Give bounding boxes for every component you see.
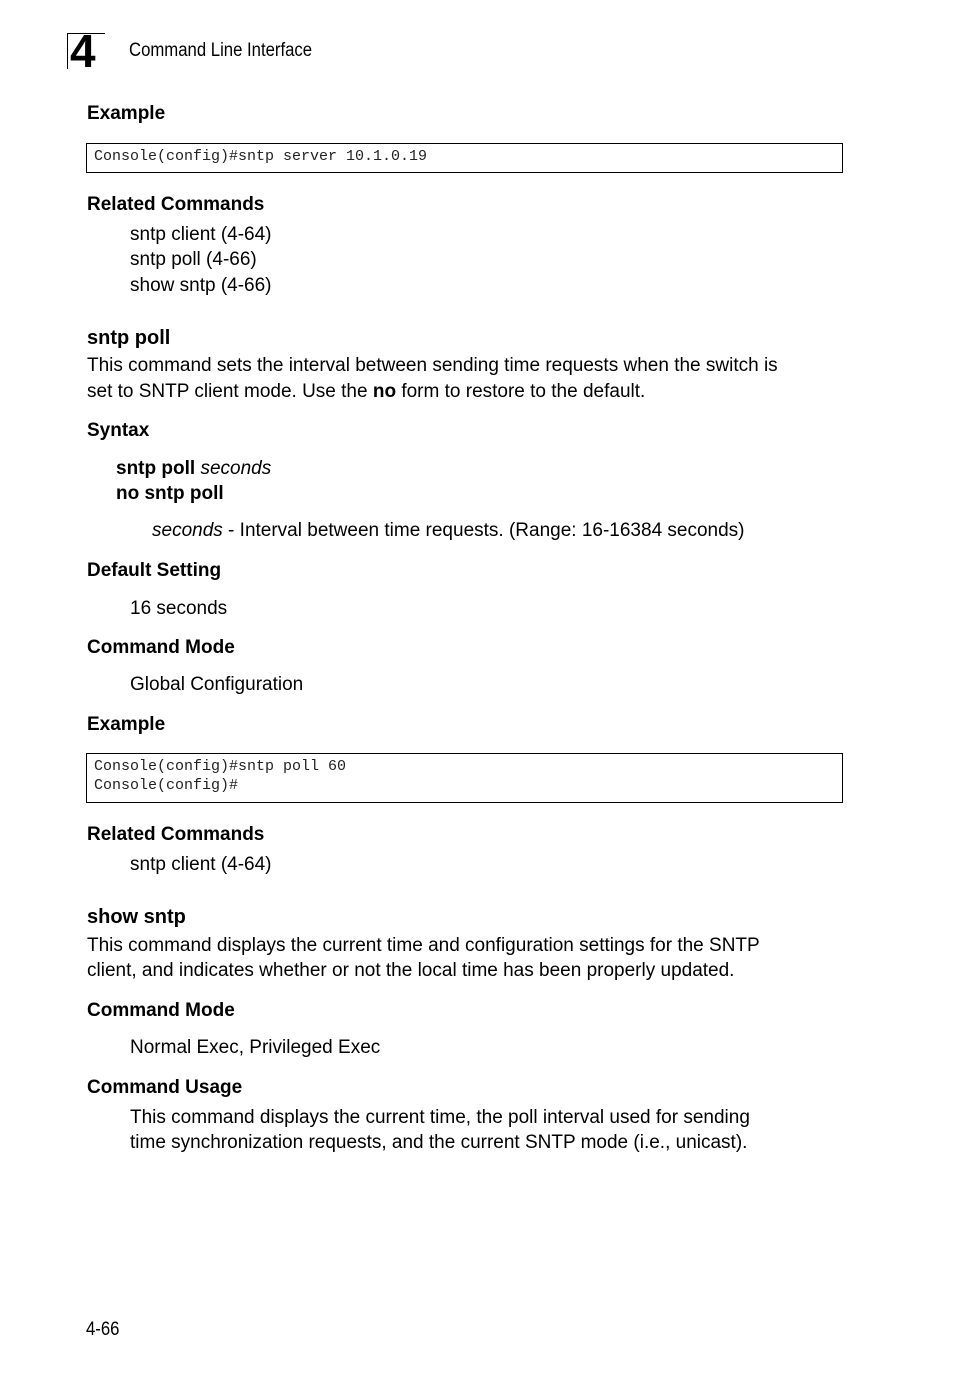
running-header-title: Command Line Interface bbox=[129, 40, 313, 61]
description-text: form to restore to the default. bbox=[396, 381, 646, 402]
example-heading-1: Example bbox=[87, 103, 166, 124]
command-mode-value-2: Normal Exec, Privileged Exec bbox=[130, 1037, 381, 1058]
example-code-box-1 bbox=[86, 143, 843, 173]
example-code-box-2 bbox=[86, 753, 843, 803]
command-usage-line: This command displays the current time, the poll interval used for sending bbox=[130, 1107, 750, 1128]
related-commands-heading-1: Related Commands bbox=[87, 194, 265, 215]
syntax-parameter: seconds bbox=[200, 458, 272, 479]
description-line bbox=[87, 379, 645, 404]
parameter-text: - Interval between time requests. (Range: 16-16384 seconds) bbox=[222, 520, 745, 541]
command-mode-heading-2: Command Mode bbox=[87, 1000, 235, 1021]
syntax-line bbox=[116, 481, 224, 506]
related-command-item: sntp client (4-64) bbox=[130, 224, 272, 245]
related-command-item: sntp client (4-64) bbox=[130, 854, 272, 875]
description-line: client, and indicates whether or not the local time has been properly updated. bbox=[87, 960, 735, 981]
related-command-item: sntp poll (4-66) bbox=[130, 249, 257, 270]
command-mode-heading-1: Command Mode bbox=[87, 637, 235, 658]
code-line: Console(config)#sntp server 10.1.0.19 bbox=[94, 148, 428, 165]
description-keyword: no bbox=[372, 381, 397, 402]
page-number: 4-66 bbox=[86, 1319, 120, 1340]
description-text: set to SNTP client mode. Use the bbox=[87, 381, 373, 402]
command-mode-value-1: Global Configuration bbox=[130, 674, 304, 695]
default-setting-value: 16 seconds bbox=[130, 598, 228, 619]
syntax-line bbox=[116, 456, 271, 481]
related-command-item: show sntp (4-66) bbox=[130, 275, 272, 296]
parameter-name: seconds bbox=[152, 520, 223, 541]
command-title-sntp-poll: sntp poll bbox=[87, 327, 171, 349]
default-setting-heading: Default Setting bbox=[87, 560, 222, 581]
syntax-command: sntp poll bbox=[116, 458, 196, 479]
description-line: This command sets the interval between sending time requests when the switch is bbox=[87, 355, 778, 376]
command-title-show-sntp: show sntp bbox=[87, 906, 186, 928]
code-line: Console(config)# bbox=[94, 777, 239, 794]
command-usage-line: time synchronization requests, and the current SNTP mode (i.e., unicast). bbox=[130, 1132, 748, 1153]
code-line: Console(config)#sntp poll 60 bbox=[94, 758, 347, 775]
parameter-description bbox=[152, 518, 745, 543]
example-heading-2: Example bbox=[87, 714, 166, 735]
chapter-number: 4 bbox=[70, 25, 96, 77]
syntax-command: no sntp poll bbox=[116, 483, 224, 504]
command-usage-heading: Command Usage bbox=[87, 1077, 243, 1098]
description-line: This command displays the current time and configuration settings for the SNTP bbox=[87, 935, 760, 956]
related-commands-heading-2: Related Commands bbox=[87, 824, 265, 845]
syntax-heading: Syntax bbox=[87, 420, 150, 441]
